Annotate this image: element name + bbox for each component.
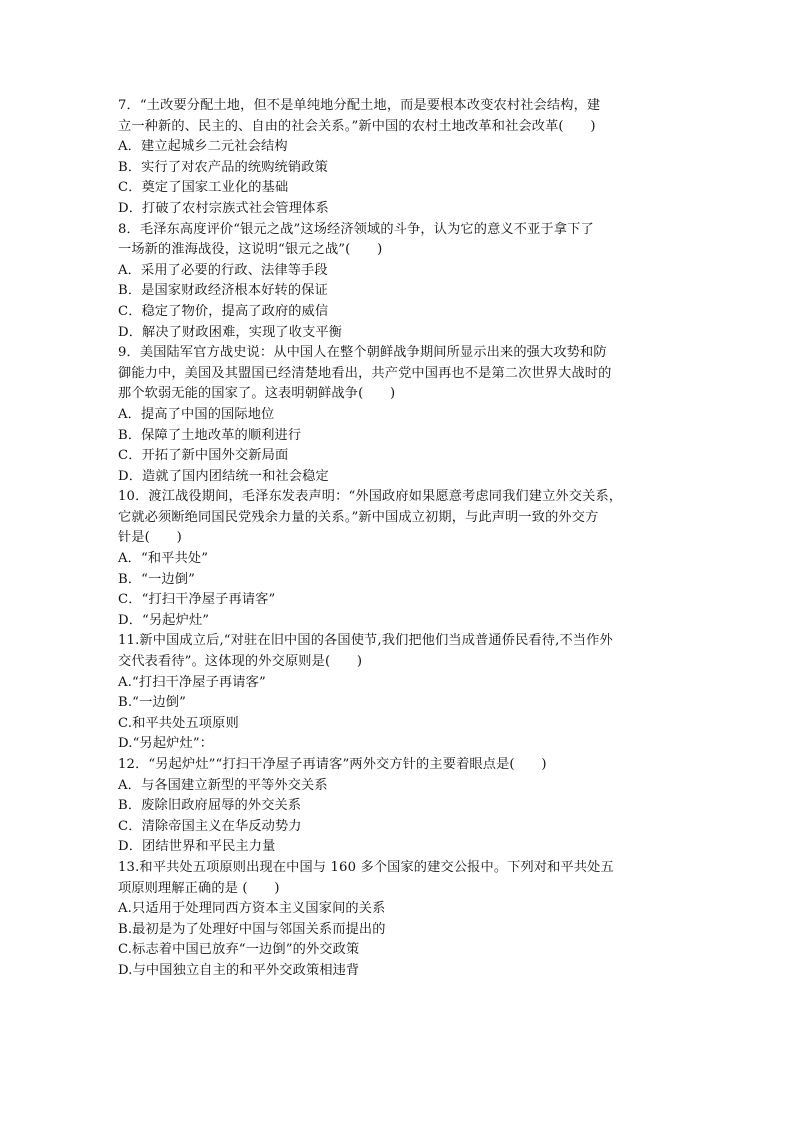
question-12-option-c: C．清除帝国主义在华反动势力	[118, 818, 302, 834]
question-10-option-c: C．“打扫干净屋子再请客”	[118, 592, 276, 608]
question-9	[118, 343, 678, 487]
question-9-option-c: C．开拓了新中国外交新局面	[118, 448, 289, 464]
question-10	[118, 487, 678, 631]
question-12-option-d: D．团结世界和平民主力量	[118, 839, 276, 855]
question-9-stem-line-2: 御能力中，美国及其盟国已经清楚地看出，共产党中国再也不是第二次世界大战时的	[118, 365, 612, 381]
question-12	[118, 755, 678, 858]
question-9-stem-line-1: 9．美国陆军官方战史说：从中国人在整个朝鲜战争期间所显示出来的强大攻势和防	[118, 345, 607, 361]
question-10-option-b: B．“一边倒”	[118, 571, 195, 587]
question-8-option-c: C．稳定了物价，提高了政府的威信	[118, 303, 329, 319]
question-7-option-c: C．奠定了国家工业化的基础	[118, 180, 289, 196]
question-7-option-b: B．实行了对农产品的统购统销政策	[118, 159, 328, 175]
question-11-stem-line-2: 交代表看待”。这体现的外交原则是( )	[118, 654, 363, 670]
question-12-option-b: B．废除旧政府屈辱的外交关系	[118, 798, 302, 814]
question-12-option-a: A．与各国建立新型的平等外交关系	[118, 777, 328, 793]
question-13	[118, 858, 678, 982]
question-13-option-b: B.最初是为了处理好中国与邻国关系而提出的	[118, 921, 386, 937]
question-9-option-a: A．提高了中国的国际地位	[118, 406, 275, 422]
document-page	[118, 96, 678, 982]
question-11-option-d: D.“另起炉灶”：	[118, 736, 214, 752]
question-9-stem-line-3: 那个软弱无能的国家了。这表明朝鲜战争( )	[118, 386, 396, 402]
question-10-stem-line-2: 它就必须断绝同国民党残余力量的关系。”新中国成立初期，与此声明一致的外交方	[118, 509, 599, 525]
question-10-option-d: D．“另起炉灶”	[118, 612, 210, 628]
question-7-stem-line-1: 7．“土改要分配土地，但不是单纯地分配土地，而是要根本改变农村社会结构，建	[118, 98, 601, 113]
question-11-option-a: A.“打扫干净屋子再请客”	[118, 674, 266, 690]
question-8-stem-line-2: 一场新的淮海战役，这说明“银元之战”( )	[118, 242, 383, 258]
question-13-stem-line-1: 13.和平共处五项原则出现在中国与 160 多个国家的建交公报中。下列对和平共处五	[118, 859, 614, 875]
question-7-stem-line-2: 立一种新的、民主的、自由的社会关系。”新中国的农村土地改革和社会改革( )	[118, 118, 596, 134]
question-12-stem-line-1: 12．“另起炉灶”“打扫干净屋子再请客”两外交方针的主要着眼点是( )	[118, 757, 547, 772]
question-8-stem-line-1: 8．毛泽东高度评价“银元之战”这场经济领域的斗争，认为它的意义不亚于拿下了	[118, 221, 594, 237]
question-11-option-b: B.“一边倒”	[118, 695, 186, 711]
question-8-option-a: A．采用了必要的行政、法律等手段	[118, 262, 328, 278]
question-11-stem-line-1: 11.新中国成立后,“对驻在旧中国的各国使节,我们把他们当成普通侨民看待,不当作外	[118, 633, 613, 649]
question-10-option-a: A．“和平共处”	[118, 551, 209, 567]
question-9-option-b: B．保障了土地改革的顺利进行	[118, 427, 302, 443]
question-9-option-d: D．造就了国内团结统一和社会稳定	[118, 468, 329, 484]
question-7-option-d: D．打破了农村宗族式社会管理体系	[118, 200, 329, 216]
question-10-stem-line-3: 针是( )	[118, 530, 182, 546]
question-11-option-c: C.和平共处五项原则	[118, 715, 239, 731]
question-10-stem-line-1: 10．渡江战役期间，毛泽东发表声明：“外国政府如果愿意考虑同我们建立外交关系，	[118, 489, 623, 505]
question-11	[118, 631, 678, 755]
question-13-option-a: A.只适用于处理同西方资本主义国家间的关系	[118, 901, 386, 917]
question-8-option-d: D．解决了财政困难，实现了收支平衡	[118, 324, 343, 340]
question-13-option-c: C.标志着中国已放弃“一边倒”的外交政策	[118, 942, 360, 958]
question-13-option-d: D.与中国独立自主的和平外交政策相违背	[118, 962, 360, 978]
question-7	[118, 96, 678, 220]
question-8	[118, 220, 678, 344]
question-7-option-a: A．建立起城乡二元社会结构	[118, 139, 288, 155]
question-8-option-b: B．是国家财政经济根本好转的保证	[118, 283, 328, 299]
question-13-stem-line-2: 项原则理解正确的是 ( )	[118, 880, 280, 896]
